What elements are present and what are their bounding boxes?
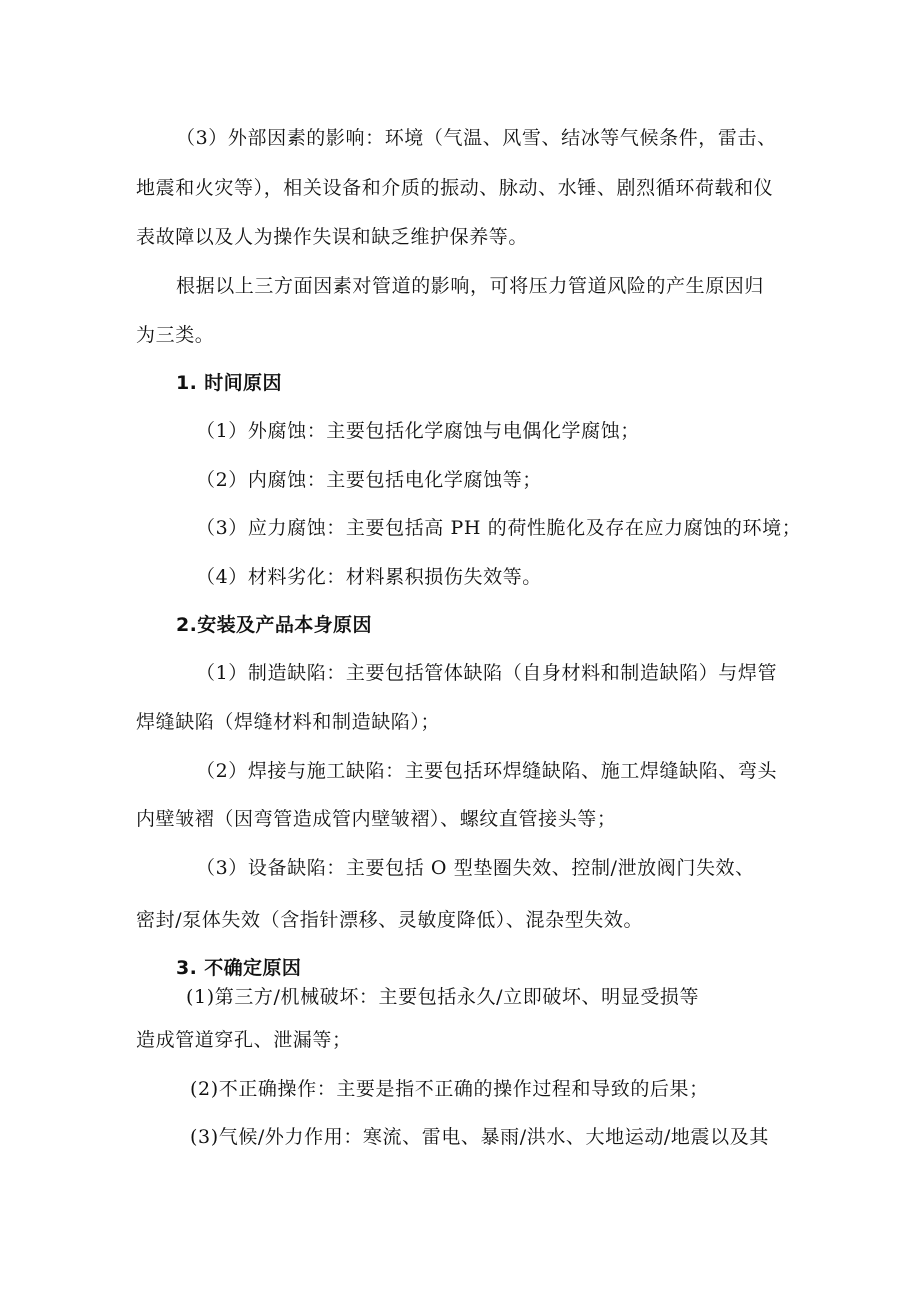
para-external-factors-line-1: （3）外部因素的影响：环境（气温、风雪、结冰等气候条件，雷击、	[176, 127, 777, 149]
para-summary-line-1: 根据以上三方面因素对管道的影响，可将压力管道风险的产生原因归	[176, 275, 765, 297]
item-internal-corrosion: （2）内腐蚀：主要包括电化学腐蚀等；	[196, 469, 542, 491]
item-manufacturing-defects-line-1: （1）制造缺陷：主要包括管体缺陷（自身材料和制造缺陷）与焊管	[196, 662, 778, 684]
item-manufacturing-defects-line-2: 焊缝缺陷（焊缝材料和制造缺陷）；	[136, 711, 441, 733]
item-third-party-damage-line-1: (1)第三方/机械破坏：主要包括永久/立即破坏、明显受损等	[186, 986, 700, 1008]
para-external-factors-line-2: 地震和火灾等），相关设备和介质的振动、脉动、水锤、剧烈循环荷载和仪	[136, 177, 774, 199]
item-welding-defects-line-2: 内壁皱褶（因弯管造成管内壁皱褶）、螺纹直管接头等；	[136, 808, 617, 830]
item-external-corrosion: （1）外腐蚀：主要包括化学腐蚀与电偶化学腐蚀；	[196, 420, 640, 442]
item-climate-external-force: (3)气候/外力作用：寒流、雷电、暴雨/洪水、大地运动/地震以及其	[190, 1126, 769, 1148]
para-summary-line-2: 为三类。	[136, 324, 215, 346]
item-stress-corrosion: （3）应力腐蚀：主要包括高 PH 的荷性脆化及存在应力腐蚀的环境；	[196, 517, 802, 539]
item-material-degradation: （4）材料劣化：材料累积损伤失效等。	[196, 566, 542, 588]
para-external-factors-line-3: 表故障以及人为操作失误和缺乏维护保养等。	[136, 226, 529, 248]
item-incorrect-operation: (2)不正确操作：主要是指不正确的操作过程和导致的后果；	[190, 1078, 709, 1100]
heading-time-causes: 1. 时间原因	[176, 372, 282, 394]
item-equipment-defects-line-2: 密封/泵体失效（含指针漂移、灵敏度降低）、混杂型失效。	[136, 909, 644, 931]
item-equipment-defects-line-1: （3）设备缺陷：主要包括 O 型垫圈失效、控制/泄放阀门失效、	[196, 857, 755, 879]
item-third-party-damage-line-2: 造成管道穿孔、泄漏等；	[136, 1029, 352, 1051]
heading-uncertain-causes: 3. 不确定原因	[176, 957, 302, 979]
heading-installation-causes: 2.安装及产品本身原因	[176, 614, 372, 636]
item-welding-defects-line-1: （2）焊接与施工缺陷：主要包括环焊缝缺陷、施工焊缝缺陷、弯头	[196, 760, 778, 782]
